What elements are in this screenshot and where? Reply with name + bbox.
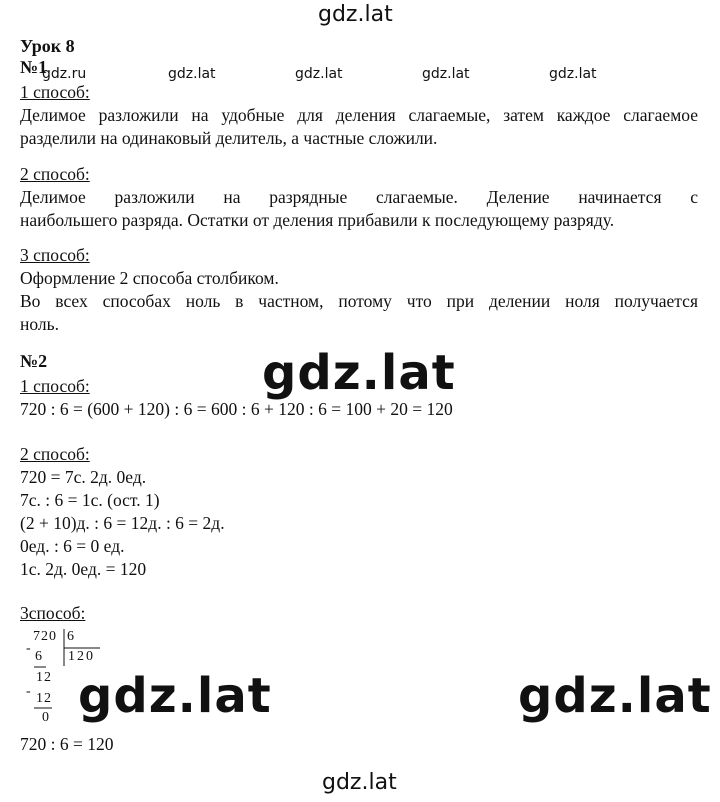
task1-way1-label: 1 способ: [20,82,90,102]
task1-way2-text: наибольшего разряда. Остатки от деления прибавили к последующему разряду. [20,210,615,230]
task1-way2-label: 2 способ: [20,164,90,184]
task1-way3-label: 3 способ: [20,245,90,265]
watermark-bottom: gdz.lat [322,770,397,795]
task2-way2-line: 7с. : 6 = 1с. (ост. 1) [20,490,160,510]
watermark-small: gdz.lat [549,66,597,82]
task1-way1-text: Делимое разложили на удобные для деления слагаемые, затем каждое слагаемое [20,105,698,125]
task2-way2-line: 0ед. : 6 = 0 ед. [20,536,125,556]
watermark-top: gdz.lat [318,2,393,27]
watermark-small: gdz.lat [295,66,343,82]
task2-way2-label: 2 способ: [20,444,90,464]
column-subtrahend: 12 [36,691,52,706]
task1-way2-text: Делимое разложили на разрядные слагаемые. Деление начинается с [20,187,698,207]
task1-way1-text: разделили на одинаковый делитель, а частные сложили. [20,128,438,148]
watermark-big: gdz.lat [262,345,456,401]
watermark-small-ru: gdz.ru [42,66,87,82]
task2-way2-line: (2 + 10)д. : 6 = 12д. : 6 = 2д. [20,513,225,533]
column-remainder: 0 [42,710,49,725]
task2-number: №2 [20,351,48,371]
lesson-title: Урок 8 [20,36,75,56]
watermark-small: gdz.lat [168,66,216,82]
task2-way2-line: 1с. 2д. 0ед. = 120 [20,559,147,579]
column-divisor: 6 [67,629,74,644]
column-subtrahend: 6 [35,649,42,664]
task1-way3-text: Оформление 2 способа столбиком. [20,268,279,288]
task2-way2-line: 720 = 7с. 2д. 0ед. [20,467,147,487]
column-dividend: 720 [33,629,57,644]
task2-result: 720 : 6 = 120 [20,734,114,754]
watermark-small: gdz.lat [422,66,470,82]
watermark-big: gdz.lat [518,668,712,724]
task2-way1-label: 1 способ: [20,376,90,396]
watermark-big: gdz.lat [78,668,272,724]
column-minus: - [26,684,31,699]
column-quotient: 120 [68,649,95,664]
column-remainder: 12 [36,670,52,685]
task1-number: №1 [20,57,48,77]
column-lines [0,0,120,740]
column-minus: - [26,641,31,656]
task2-way1-expression: 720 : 6 = (600 + 120) : 6 = 600 : 6 + 120 : 6 = 100 + 20 = 120 [20,399,453,419]
task1-way3-text: ноль. [20,314,59,334]
task1-way3-text: Во всех способах ноль в частном, потому что при делении ноля получается [20,291,698,311]
task2-way3-label: 3способ: [20,603,86,623]
